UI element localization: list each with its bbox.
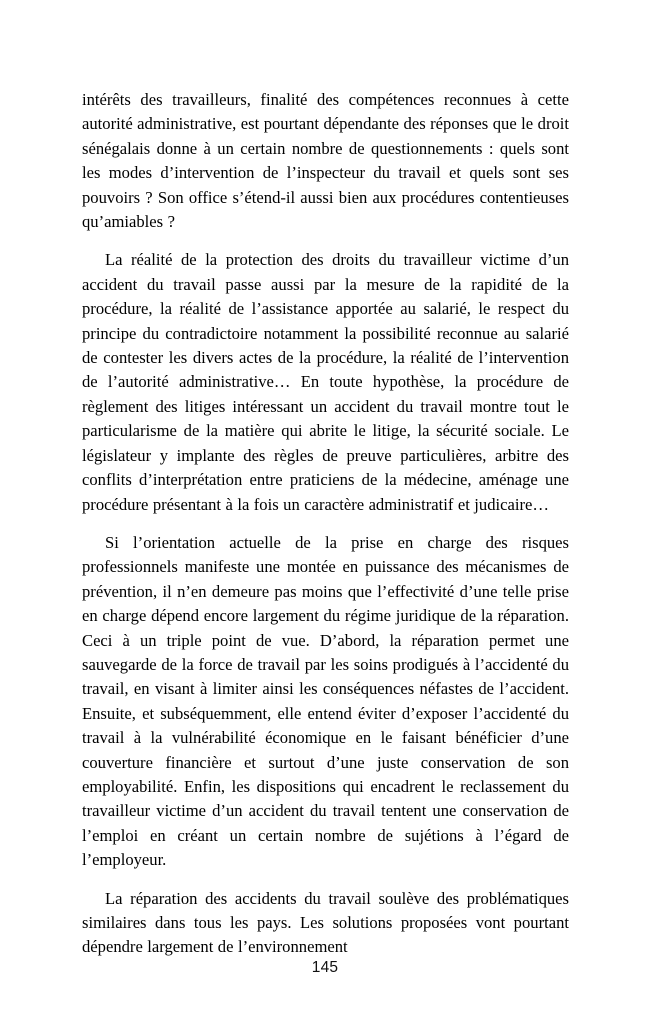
paragraph-2: La réalité de la protection des droits du travailleur victime d’un accident du travail passe aussi par la mesure de la rapidité de la procédure, la réalité de l’assistance apportée au salarié, le respect du principe du contradictoire notamment la possibilité reconnue au salarié de contester les divers actes de la procédure, la réalité de l’intervention de l’autorité administrative… En toute hypothèse, la procédure de règlement des litiges intéressant un accident du travail montre tout le particularisme de la matière qui abrite le litige, la sécurité sociale. Le législateur y implante des règles de preuve particulières, arbitre des conflits d’interprétation entre praticiens de la médecine, aménage une procédure présentant à la fois un caractère administratif et judicaire… bbox=[82, 250, 569, 514]
page-body-text bbox=[82, 88, 569, 960]
paragraph-1: intérêts des travailleurs, finalité des compétences reconnues à cette autorité administrative, est pourtant dépendante des réponses que le droit sénégalais donne à un certain nombre de questionnements : quels sont les modes d’intervention de l’inspecteur du travail et quels sont ses pouvoirs ? Son office s’étend-il aussi bien aux procédures contentieuses qu’amiables ? bbox=[82, 90, 569, 232]
page-number: 145 bbox=[311, 959, 339, 976]
paragraph-4: La réparation des accidents du travail soulève des problématiques similaires dans tous les pays. Les solutions proposées vont pourtant dépendre largement de l’environnement bbox=[82, 888, 569, 957]
paragraph-3: Si l’orientation actuelle de la prise en charge des risques professionnels manifeste une montée en puissance des mécanismes de prévention, il n’en demeure pas moins que l’effectivité d’une telle prise en charge dépend encore largement du régime juridique de la réparation. Ceci à un triple point de vue. D’abord, la réparation permet une sauvegarde de la force de travail par les soins prodigués à l’accidenté du travail, en visant à limiter ainsi les conséquences néfastes de l’accident. Ensuite, et subséquemment, elle entend éviter d’exposer l’accidenté du travail à la vulnérabilité économique en le faisant bénéficier d’une couverture financière et surtout d’une juste conservation de son employabilité. Enfin, les dispositions qui encadrent le reclassement du travailleur victime d’un accident du travail tentent une conservation de l’emploi en créant un certain nombre de sujétions à l’égard de l’employeur. bbox=[82, 532, 569, 870]
